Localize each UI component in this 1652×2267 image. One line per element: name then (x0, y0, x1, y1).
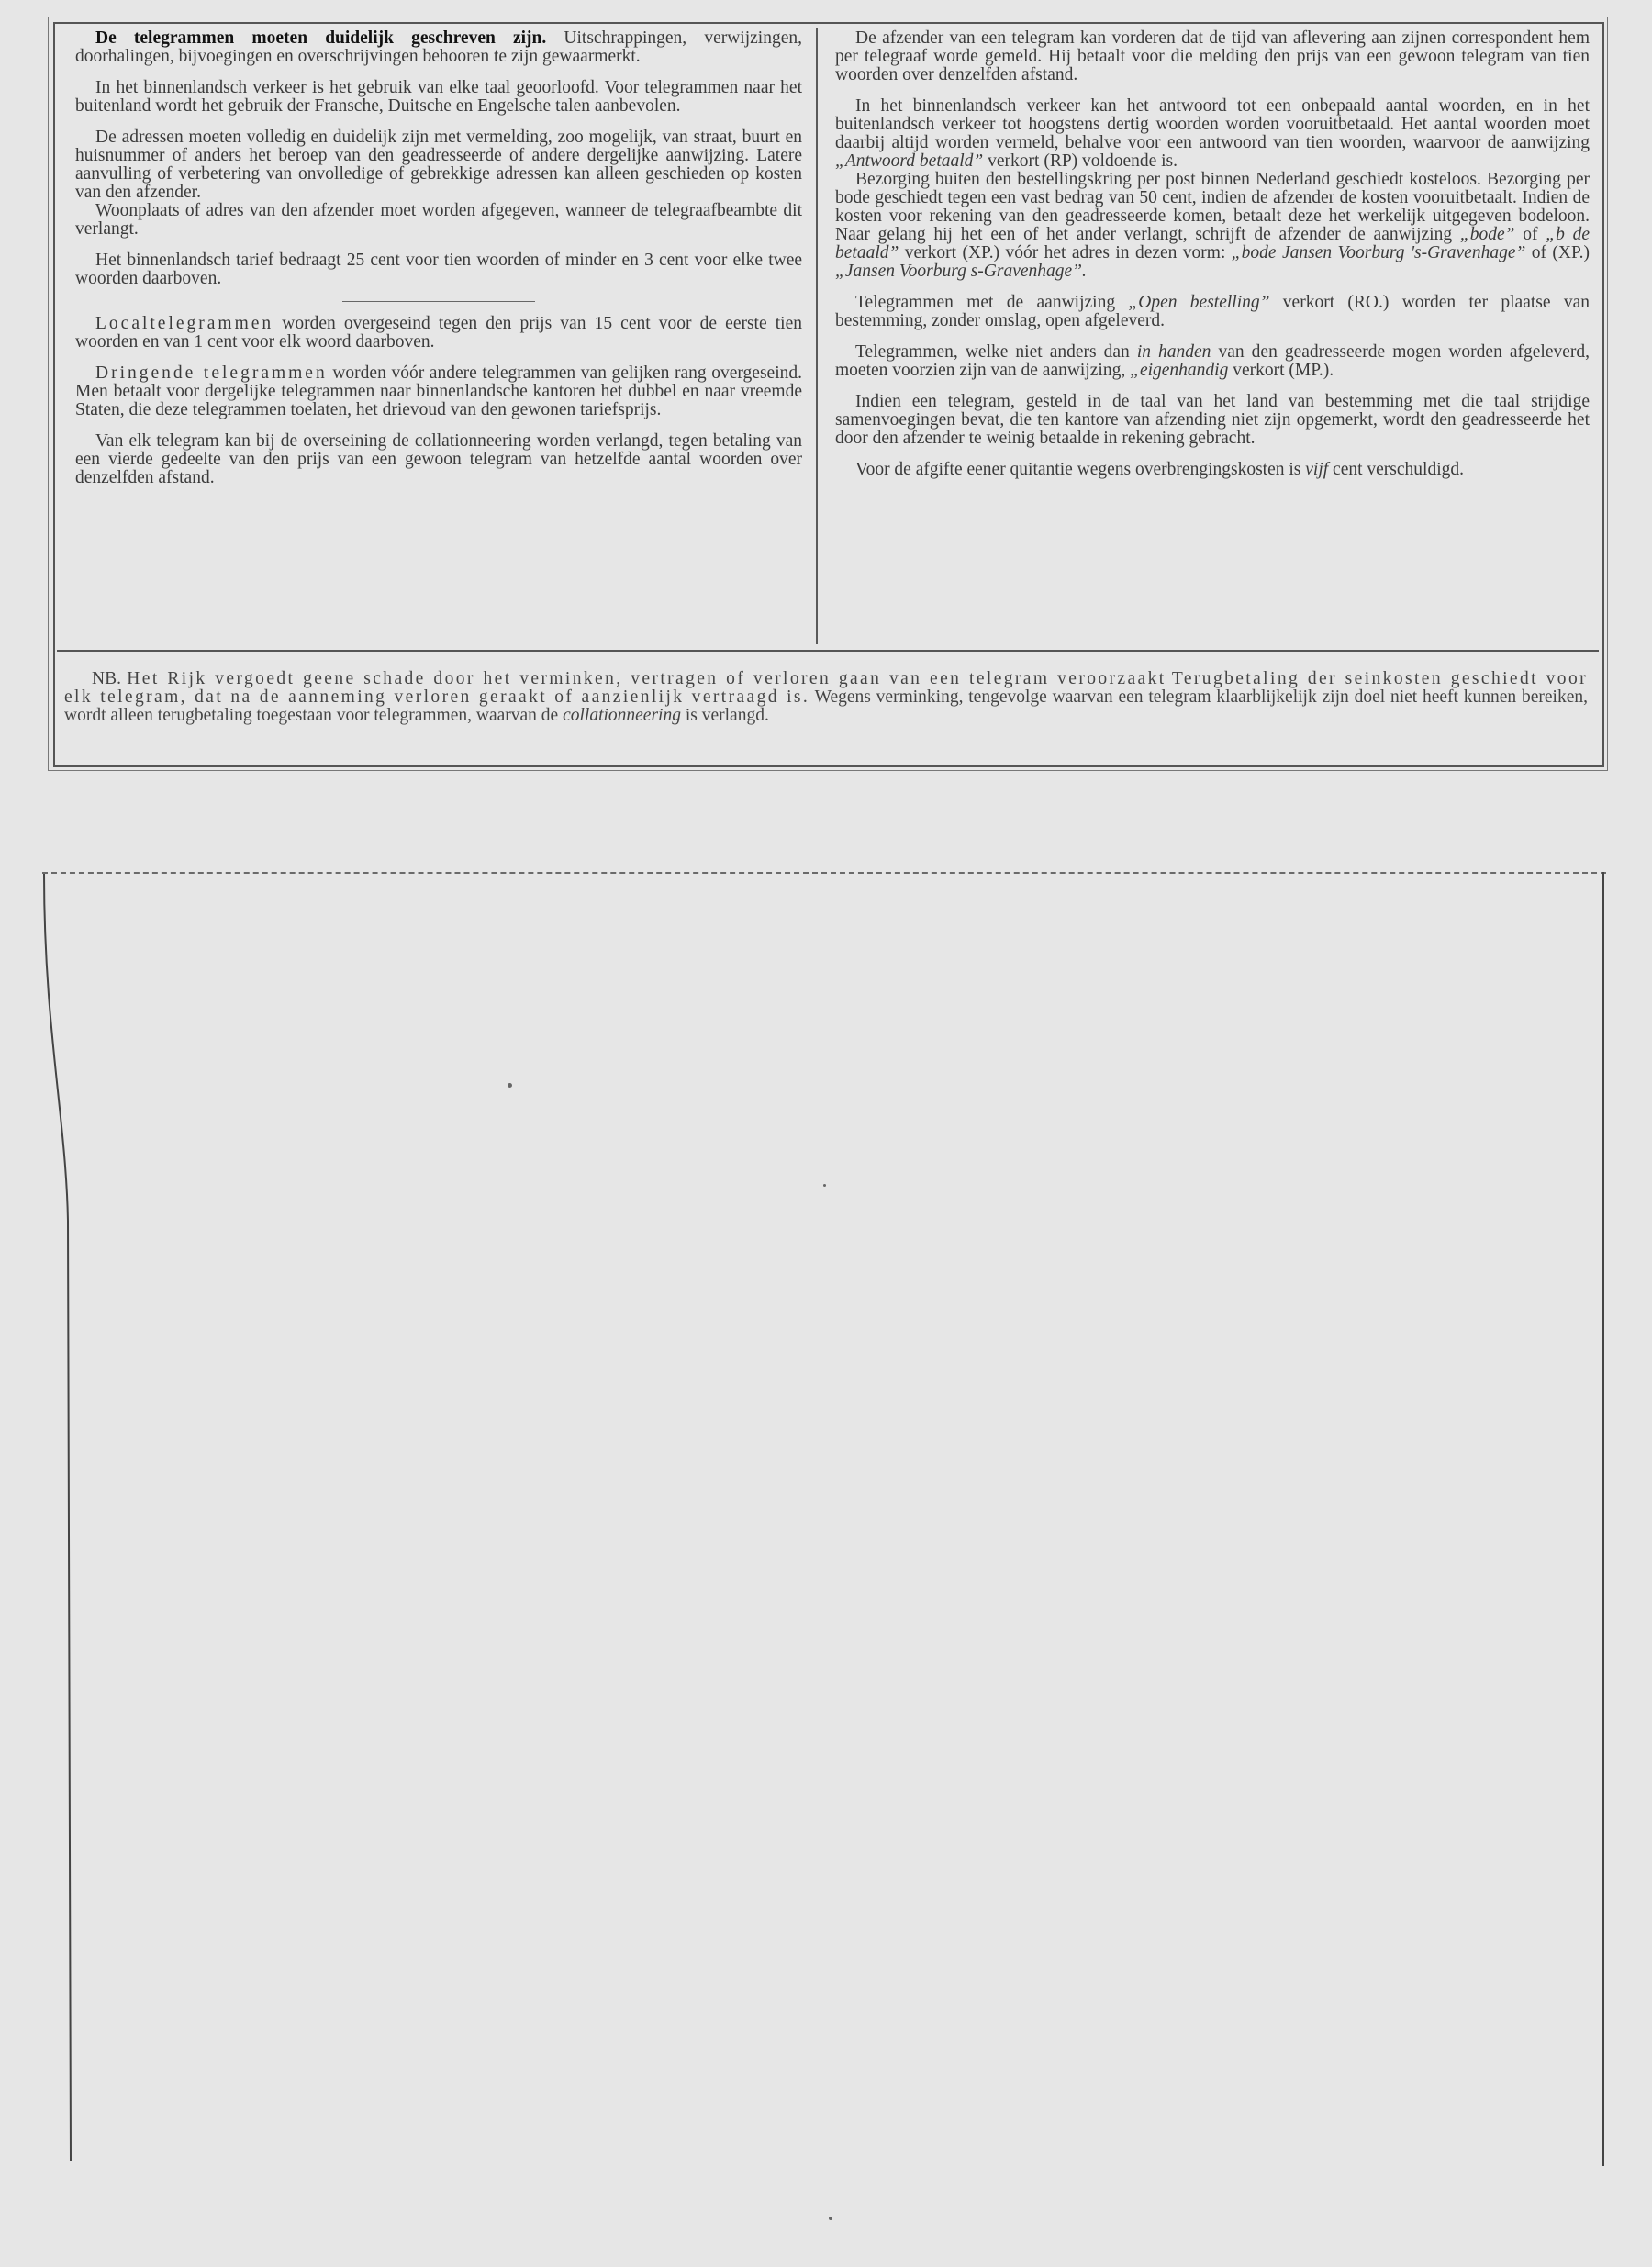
instruction-receipt-fee: Voor de afgifte eener quitantie wegens overbrengingskosten is vijf cent verschuldigd. (855, 460, 1465, 479)
instruction-collation: Van elk telegram kan bij de overseining de collationneering worden verlangd, tegen betaling van een vierde gedeelte van den prijs van een gewoon telegram van hetzelfde aantal woorden over denzelfden afstand. (75, 431, 802, 487)
instruction-sender-address: Woonplaats of adres van den afzender moet worden afgegeven, wanneer de telegraafbeambte dit verlangt. (75, 201, 802, 239)
instruction-prepaid-reply: In het binnenlandsch verkeer kan het antwoord tot een onbepaald aantal woorden, en in het buitenlandsch verkeer tot hoogstens dertig woorden worden vooruitbetaald. Het aantal woorden moet daarbij altijd worden vermeld, behalve voor een antwoord van tien woorden, waarvoor de aanwijzing „Antwoord betaald” verkort (RP) voldoende is. (835, 96, 1590, 171)
instruction-delivery-time: De afzender van een telegram kan vorderen dat de tijd van aflevering aan zijnen correspondent hem per telegraaf worde gemeld. Hij betaalt voor die melding den prijs van een gewoon telegram van tien woorden over denzelfden afstand. (835, 28, 1590, 84)
instruction-local-telegrams: Localtelegrammen worden overgeseind tegen den prijs van 15 cent voor de eerste tien woorden en van 1 cent voor elk woord daarboven. (75, 314, 802, 352)
paper-speck (508, 1083, 512, 1088)
instruction-legibility: De telegrammen moeten duidelijk geschreven zijn. Uitschrappingen, verwijzingen, doorhalingen, bijvoegingen en overschrijvingen behooren te zijn gewaarmerkt. (75, 28, 802, 66)
notice-label: NB. (92, 669, 121, 688)
liability-notice: NB. Het Rijk vergoedt geene schade door het verminken, vertragen of verloren gaan van een telegram veroorzaakt Terugbetaling der seinkosten geschiedt voor elk telegram, dat na de aanneming verloren geraakt of aanzienlijk vertraagd is. Wegens verminking, tengevolge waarvan een telegram klaarblijkelijk zijn doel niet heeft kunnen bereiken, wordt alleen terugbetaling toegestaan voor telegrammen, waarvan de collationneering is verlangd. (64, 669, 1589, 725)
instruction-language-correction: Indien een telegram, gesteld in de taal van het land van bestemming met die taal strijdige samenvoegingen bevat, die ten kantore van afzending niet zijn opgemerkt, wordt den geadresseerde het door den afzender te weinig betaalde in rekening gebracht. (835, 392, 1590, 448)
instruction-addresses: De adressen moeten volledig en duidelijk zijn met vermelding, zoo mogelijk, van straat, buurt en huisnummer of anders het beroep van den geadresseerde of andere dergelijke aanwijzing. Latere aanvulling of verbetering van onvolledige of gebrekkige adressen kan alleen geschieden op kosten van den afzender. (75, 128, 802, 202)
instruction-domestic-tariff: Het binnenlandsch tarief bedraagt 25 cent voor tien woorden of minder en 3 cent voor elke twee woorden daarboven. (75, 251, 802, 288)
instruction-delivery-messenger: Bezorging buiten den bestellingskring per post binnen Nederland geschiedt kosteloos. Bezorging per bode geschiedt tegen een vast bedrag van 50 cent, indien de afzender de kosten vooruitbetaalt. Indien de kosten voor rekening van den geadresseerde komen, betaalt deze het werkelijk uitgegeven bodeloon. Naar gelang hij het een of het ander verlangt, schrijft de afzender de aanwijzing „bode” of „b de betaald” verkort (XP.) vóór het adres in dezen vorm: „bode Jansen Voorburg 's-Gravenhage” of (XP.) „Jansen Voorburg s-Gravenhage”. (835, 170, 1591, 281)
instruction-open-delivery: Telegrammen met de aanwijzing „Open bestelling” verkort (RO.) worden ter plaatse van bestemming, zonder omslag, open afgeleverd. (835, 293, 1591, 330)
paper-speck (829, 2217, 832, 2220)
instruction-personal-delivery: Telegrammen, welke niet anders dan in handen van den geadresseerde mogen worden afgeleverd, moeten voorzien zijn van de aanwijzing, „eigenhandig verkort (MP.). (835, 342, 1591, 380)
instruction-urgent-telegrams: Dringende telegrammen worden vóór andere telegrammen van gelijken rang overgeseind. Men betaalt voor dergelijke telegrammen naar binnenlandsche kantoren het dubbel en naar vreemde Staten, die deze telegrammen toelaten, het drievoud van den gewonen tariefsprijs. (75, 363, 802, 419)
paper-speck (823, 1184, 826, 1187)
instruction-language: In het binnenlandsch verkeer is het gebruik van elke taal geoorloofd. Voor telegrammen naar het buitenland wordt het gebruik der Fransche, Duitsche en Engelsche talen aanbevolen. (75, 78, 802, 116)
